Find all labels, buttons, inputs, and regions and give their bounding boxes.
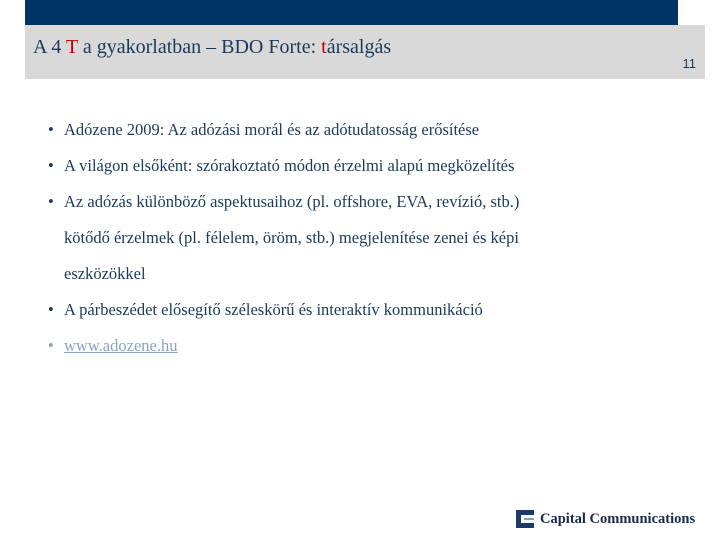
title-highlight-1: T	[65, 36, 78, 58]
bullet-item-link	[48, 328, 688, 364]
bullet-item	[48, 148, 688, 184]
bullet-dot-icon: •	[48, 300, 54, 319]
bullet-item	[48, 292, 688, 328]
logo-text: Capital Communications	[540, 510, 696, 527]
bullet-dot-icon: •	[48, 120, 54, 139]
title-highlight-2: t	[321, 36, 327, 58]
bullet-dot-icon: •	[48, 192, 54, 211]
bullet-text: A párbeszédet elősegítő széleskörű és interaktív kommunikáció	[64, 300, 483, 319]
bullet-item	[48, 184, 688, 292]
bullet-dot-icon: •	[48, 336, 54, 355]
capital-communications-logo-icon	[516, 510, 534, 528]
bullet-text-line-2: kötődő érzelmek (pl. félelem, öröm, stb.) megjelenítése zenei és képi	[64, 228, 519, 247]
bullet-list	[48, 112, 688, 364]
website-link[interactable]: www.adozene.hu	[64, 336, 178, 355]
bullet-text: Adózene 2009: Az adózási morál és az adótudatosság erősítése	[64, 120, 480, 139]
top-bar	[25, 0, 678, 25]
bullet-item	[48, 112, 688, 148]
slide-title	[33, 36, 391, 59]
bullet-dot-icon: •	[48, 156, 54, 175]
capital-communications-logo	[516, 508, 695, 530]
bullet-text-line-1: Az adózás különböző aspektusaihoz (pl. offshore, EVA, revízió, stb.)	[64, 192, 520, 211]
title-part-1: A 4	[33, 36, 66, 58]
bullet-text-line-3: eszközökkel	[64, 264, 146, 283]
page-number: 11	[682, 56, 696, 71]
title-part-3: ársalgás	[326, 36, 392, 58]
title-part-2: a gyakorlatban – BDO Forte:	[77, 36, 322, 58]
bullet-text: A világon elsőként: szórakoztató módon érzelmi alapú megközelítés	[64, 156, 515, 175]
